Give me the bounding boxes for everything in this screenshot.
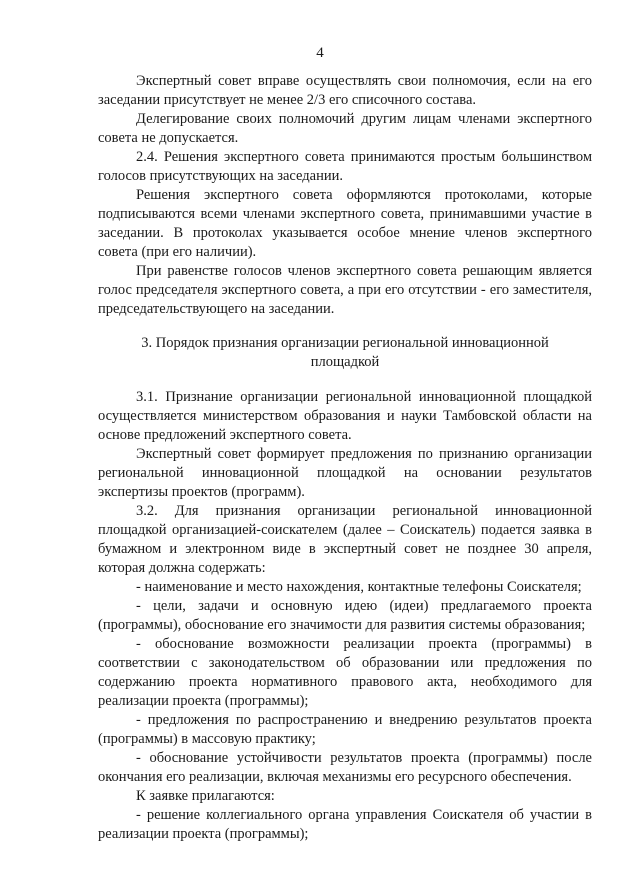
list-item-name-location: - наименование и место нахождения, контактные телефоны Соискателя; bbox=[136, 579, 582, 595]
list-item-feasibility: - обоснование возможности реализации проекта (программы) в соответствии с законодательством об образовании или предложения по содержанию проекта нормативного правового акта, необходимого для реализации проекта (программы); bbox=[98, 636, 592, 709]
document-body bbox=[98, 72, 592, 844]
paragraph-proposals: Экспертный совет формирует предложения по признанию организации региональной инновационной площадкой на основании результатов экспертизы проектов (программ). bbox=[98, 446, 592, 500]
paragraph-quorum: Экспертный совет вправе осуществлять свои полномочия, если на его заседании присутствует не менее 2/3 его списочного состава. bbox=[98, 73, 592, 108]
section-3-heading: 3. Порядок признания организации региональной инновационной площадкой bbox=[141, 335, 549, 370]
paragraph-2-4-decisions: 2.4. Решения экспертного совета принимаются простым большинством голосов присутствующих на заседании. bbox=[98, 149, 592, 184]
list-item-dissemination: - предложения по распространению и внедрению результатов проекта (программы) в массовую практику; bbox=[98, 712, 592, 747]
paragraph-3-2: 3.2. Для признания организации региональной инновационной площадкой организацией-соискателем (далее – Соискатель) подается заявка в бумажном и электронном виде в экспертный совет не позднее 30 апреля, которая должна содержать: bbox=[98, 503, 592, 576]
list-item-goals: - цели, задачи и основную идею (идеи) предлагаемого проекта (программы), обоснование его значимости для развития системы образования; bbox=[98, 598, 592, 633]
paragraph-3-1: 3.1. Признание организации региональной инновационной площадкой осуществляется министерством образования и науки Тамбовской области на основе предложений экспертного совета. bbox=[98, 389, 592, 443]
page-number: 4 bbox=[316, 45, 324, 61]
paragraph-protocols: Решения экспертного совета оформляются протоколами, которые подписываются всеми членами экспертного совета, принимавшими участие в заседании. В протоколах указывается особое мнение членов экспертного совета (при его наличии). bbox=[98, 187, 592, 260]
paragraph-attachments: К заявке прилагаются: bbox=[136, 788, 275, 804]
paragraph-equal-votes: При равенстве голосов членов экспертного совета решающим является голос председателя экспертного совета, а при его отсутствии - его заместителя, председательствующего на заседании. bbox=[98, 263, 592, 317]
paragraph-delegation: Делегирование своих полномочий другим лицам членами экспертного совета не допускается. bbox=[98, 111, 592, 146]
list-item-board-decision: - решение коллегиального органа управления Соискателя об участии в реализации проекта (программы); bbox=[98, 807, 592, 842]
list-item-sustainability: - обоснование устойчивости результатов проекта (программы) после окончания его реализации, включая механизмы его ресурсного обеспечения. bbox=[98, 750, 592, 785]
